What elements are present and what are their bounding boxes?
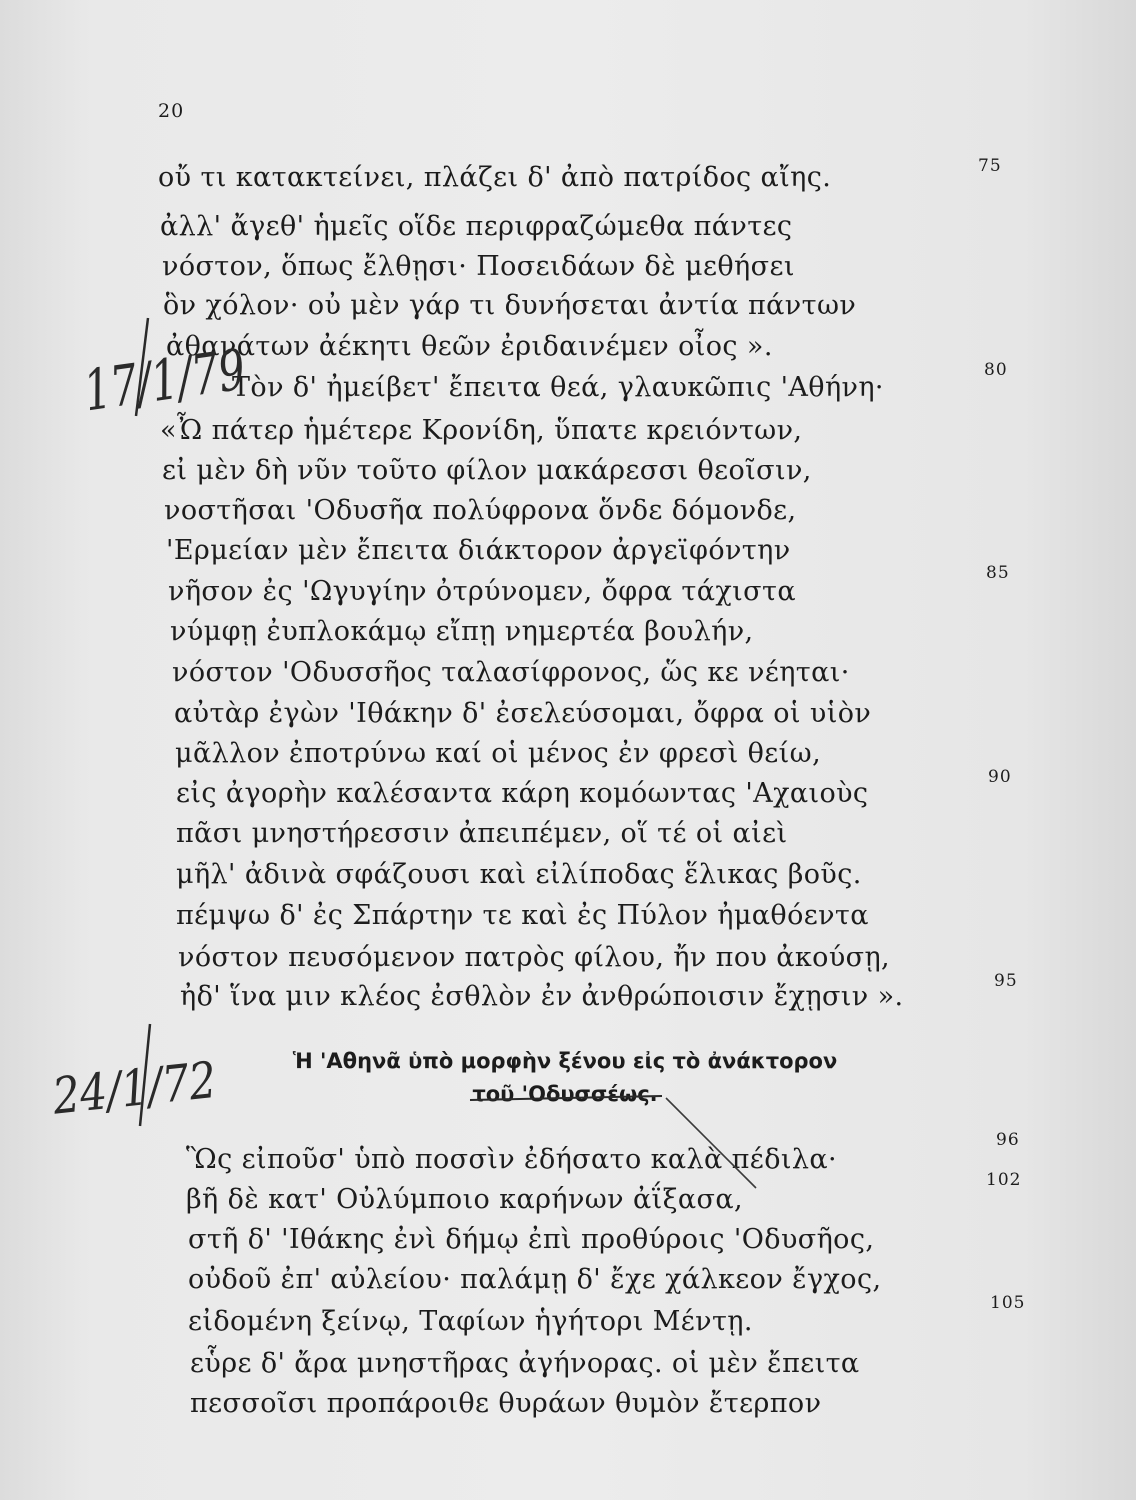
verse-line: νοστῆσαι 'Οδυσῆα πολύφρονα ὅνδε δόμονδε, <box>164 495 797 526</box>
verse-line: πέμψω δ' ἐς Σπάρτην τε καὶ ἐς Πύλον ἠμαθόεντα <box>176 900 869 931</box>
verse-line: νόστον πευσόμενον πατρὸς φίλου, ἤν που ἀκούσῃ, <box>178 942 891 973</box>
verse-line-number: 80 <box>984 360 1008 380</box>
verse-line: οὔ τι κατακτείνει, πλάζει δ' ἀπὸ πατρίδος αἴης. <box>158 162 832 193</box>
verse-line: ἠδ' ἵνα μιν κλέος ἐσθλὸν ἐν ἀνθρώποισιν ἔχῃσιν ». <box>180 981 904 1012</box>
verse-line: Τὸν δ' ἠμείβετ' ἔπειτα θεά, γλαυκῶπις 'Αθήνη· <box>232 372 884 403</box>
verse-line: νύμφῃ ἐυπλοκάμῳ εἴπῃ νημερτέα βουλήν, <box>170 616 754 647</box>
verse-line-number: 96 <box>996 1130 1020 1150</box>
verse-line: οὐδοῦ ἐπ' αὐλείου· παλάμῃ δ' ἔχε χάλκεον ἔγχος, <box>188 1264 882 1295</box>
verse-line: Ὣς εἰποῦσ' ὑπὸ ποσσὶν ἐδήσατο καλὰ πέδιλα· <box>186 1144 837 1175</box>
verse-line-number: 75 <box>978 156 1002 176</box>
verse-line: στῆ δ' 'Ιθάκης ἐνὶ δήμῳ ἐπὶ προθύροις 'Οδυσῆος, <box>188 1224 875 1255</box>
verse-line: εἰς ἀγορὴν καλέσαντα κάρη κομόωντας 'Αχαιοὺς <box>176 778 869 809</box>
verse-line-number: 90 <box>988 767 1012 787</box>
verse-line-number: 95 <box>994 971 1018 991</box>
verse-line: νόστον 'Οδυσσῆος ταλασίφρονος, ὥς κε νέηται· <box>172 657 850 688</box>
verse-line: ἀλλ' ἄγεθ' ἡμεῖς οἵδε περιφραζώμεθα πάντες <box>160 211 793 242</box>
verse-line: μᾶλλον ἐποτρύνω καί οἱ μένος ἐν φρεσὶ θείω, <box>175 738 822 769</box>
verse-line-number: 85 <box>986 563 1010 583</box>
verse-line: νῆσον ἐς 'Ωγυγίην ὀτρύνομεν, ὄφρα τάχιστα <box>168 576 796 607</box>
verse-line: νόστον, ὅπως ἔλθῃσι· Ποσειδάων δὲ μεθήσει <box>162 251 795 282</box>
handwritten-date-note: 24/1/72 <box>50 1050 220 1126</box>
section-heading-line-1: Ἡ 'Αθηνᾶ ὑπὸ μορφὴν ξένου εἰς τὸ ἀνάκτορον <box>292 1049 838 1073</box>
verse-line: εἰδομένη ξείνῳ, Ταφίων ἡγήτορι Μέντῃ. <box>188 1306 753 1337</box>
verse-line: εἰ μὲν δὴ νῦν τοῦτο φίλον μακάρεσσι θεοῖσιν, <box>162 455 812 486</box>
verse-line-number: 105 <box>990 1293 1026 1313</box>
verse-line: εὗρε δ' ἄρα μνηστῆρας ἀγήνορας. οἱ μὲν ἔπειτα <box>190 1348 860 1379</box>
verse-line: βῆ δὲ κατ' Οὐλύμποιο καρήνων ἀΐξασα, <box>186 1184 743 1215</box>
verse-line: πεσσοῖσι προπάροιθε θυράων θυμὸν ἔτερπον <box>190 1388 822 1419</box>
page-number: 20 <box>158 100 185 122</box>
section-heading-line-2: τοῦ 'Οδυσσέως. <box>472 1081 658 1106</box>
verse-line: ὃν χόλον· οὐ μὲν γάρ τι δυνήσεται ἀντία πάντων <box>163 290 857 321</box>
verse-line: πᾶσι μνηστήρεσσιν ἀπειπέμεν, οἵ τέ οἱ αἰεὶ <box>176 818 788 849</box>
section-heading <box>240 1045 890 1110</box>
verse-line-number: 102 <box>986 1170 1022 1190</box>
verse-line: ἀθανάτων ἀέκητι θεῶν ἐριδαινέμεν οἶος ». <box>166 331 773 362</box>
verse-line: 'Ερμείαν μὲν ἔπειτα διάκτορον ἀργεϊφόντην <box>166 535 791 566</box>
verse-line: μῆλ' ἀδινὰ σφάζουσι καὶ εἰλίποδας ἕλικας βοῦς. <box>176 859 862 890</box>
verse-line: «Ὦ πάτερ ἡμέτερε Κρονίδη, ὕπατε κρειόντων, <box>160 415 803 446</box>
verse-line: αὐτὰρ ἐγὼν 'Ιθάκην δ' ἐσελεύσομαι, ὄφρα οἱ υἱὸν <box>174 698 872 729</box>
handwritten-date-note: 17/1/79 <box>80 337 250 425</box>
